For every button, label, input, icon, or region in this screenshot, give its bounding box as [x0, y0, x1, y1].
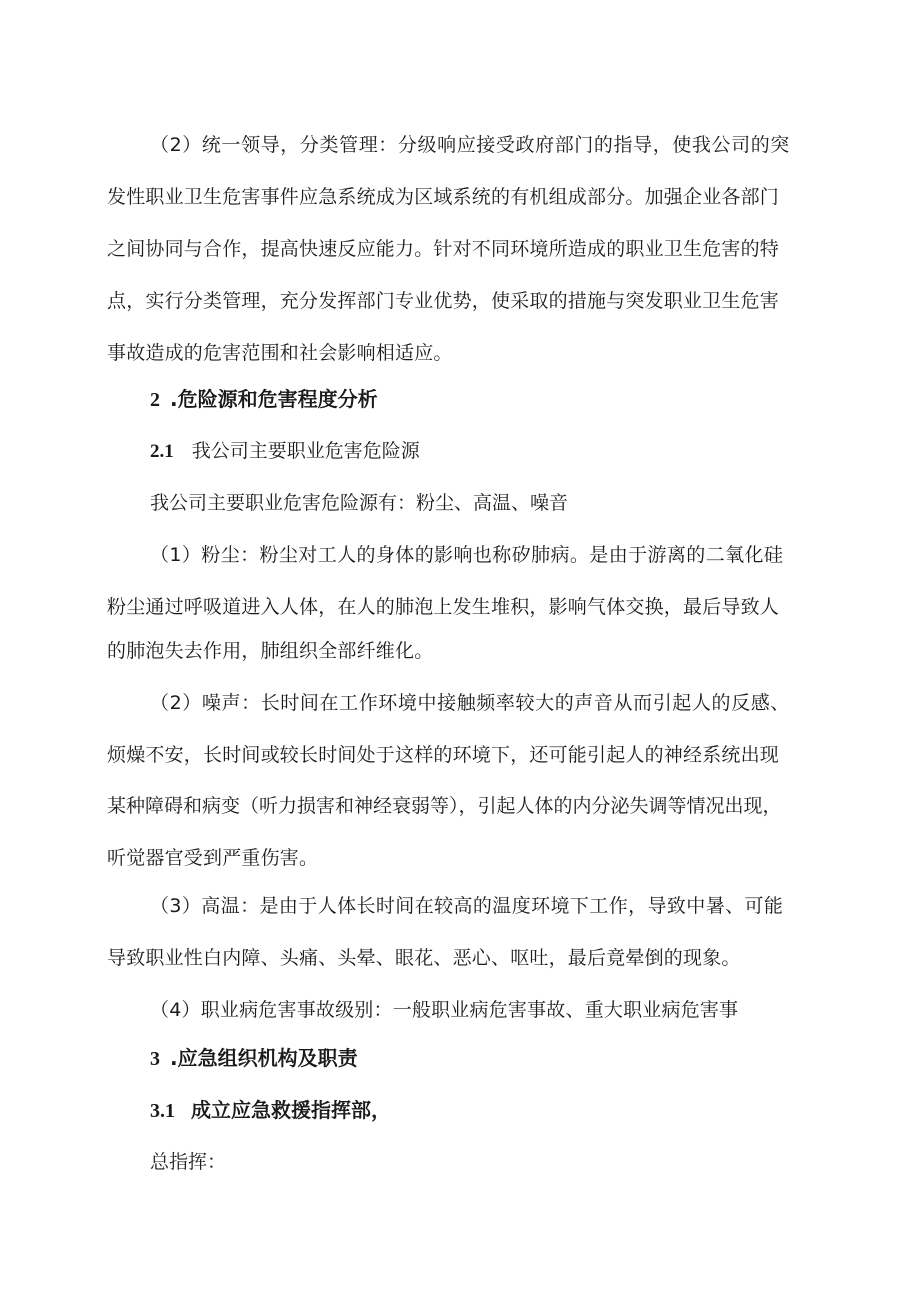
paragraph-line: 粉尘通过呼吸道进入人体，在人的肺泡上发生堆积，影响气体交换，最后导致人 [107, 596, 780, 618]
paragraph-line: 听觉器官受到严重伤害。 [107, 847, 319, 869]
paragraph-line: 点，实行分类管理，充分发挥部门专业优势，使采取的措施与突发职业卫生危害 [107, 290, 780, 312]
subsection-heading [150, 1098, 391, 1123]
section-heading [150, 1046, 358, 1071]
paragraph-line: 导致职业性白内障、头痛、头晕、眼花、恶心、呕吐，最后竟晕倒的现象。 [107, 947, 741, 969]
section-title: .危险源和危害程度分析 [170, 387, 378, 411]
subsection-number: 2.1 [150, 441, 174, 462]
section-number: 2 [150, 389, 160, 411]
section-heading [150, 387, 378, 412]
subsection-title: 我公司主要职业危害危险源 [191, 440, 420, 462]
intro-line: 我公司主要职业危害危险源有：粉尘、高温、噪音 [150, 492, 569, 514]
paragraph-line: 发性职业卫生危害事件应急系统成为区域系统的有机组成部分。加强企业各部门 [107, 186, 780, 208]
paragraph-line: 之间协同与合作，提高快速反应能力。针对不同环境所造成的职业卫生危害的特 [107, 238, 780, 260]
paragraph-line: （4）职业病危害事故级别：一般职业病危害事故、重大职业病危害事 [150, 999, 739, 1021]
subsection-title: 成立应急救援指挥部， [191, 1098, 391, 1122]
subsection-number: 3.1 [150, 1100, 175, 1122]
section-number: 3 [150, 1048, 160, 1070]
paragraph-line: 烦燥不安，长时间或较长时间处于这样的环境下，还可能引起人的神经系统出现 [107, 744, 780, 766]
subsection-heading [150, 439, 420, 464]
commander-label: 总指挥： [150, 1151, 227, 1173]
paragraph-line: （3）高温：是由于人体长时间在较高的温度环境下工作，导致中暑、可能 [150, 895, 784, 917]
paragraph-line: （2）噪声：长时间在工作环境中接触频率较大的声音从而引起人的反感、 [150, 692, 790, 714]
paragraph-line: 事故造成的危害范围和社会影响相适应。 [107, 342, 453, 364]
section-title: .应急组织机构及职责 [170, 1046, 358, 1070]
paragraph-line: （1）粉尘：粉尘对工人的身体的影响也称矽肺病。是由于游离的二氧化硅 [150, 544, 784, 566]
paragraph-line: 某种障碍和病变（听力损害和神经衰弱等），引起人体的内分泌失调等情况出现， [107, 795, 782, 817]
paragraph-line: 的肺泡失去作用，肺组织全部纤维化。 [107, 640, 434, 662]
paragraph-line: （2）统一领导，分类管理：分级响应接受政府部门的指导，使我公司的突 [150, 134, 790, 156]
